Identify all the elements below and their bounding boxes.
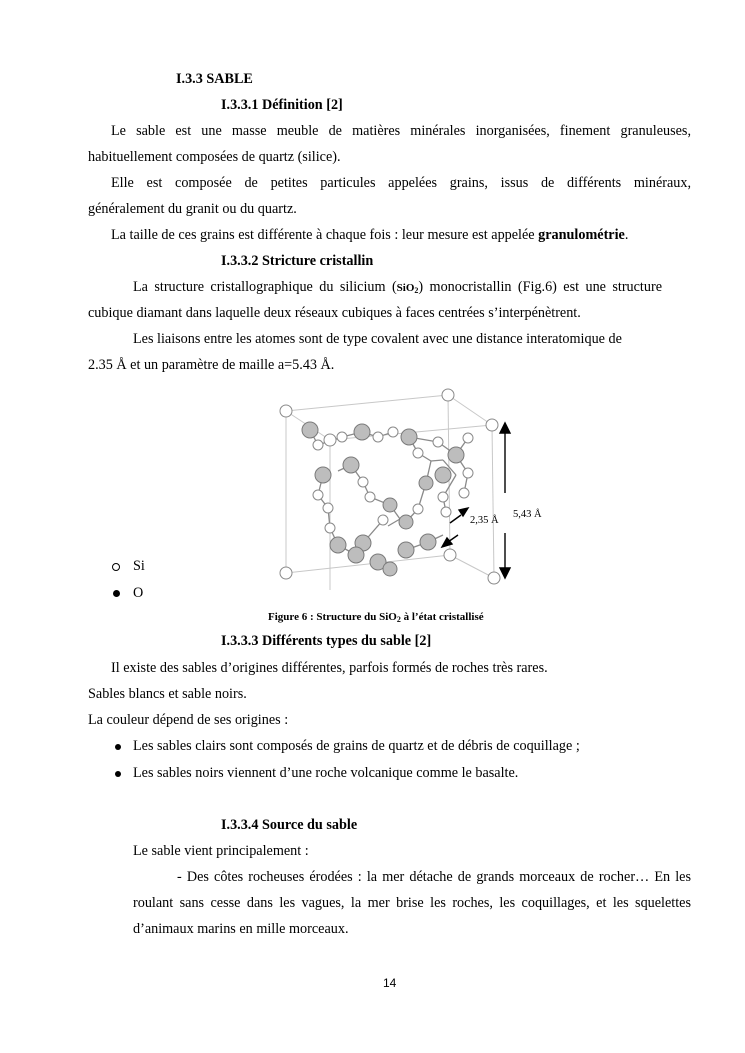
term-granulometrie: granulométrie	[538, 227, 625, 243]
legend-si-marker	[112, 563, 120, 571]
subsection-title-definition: I.3.3.1 Définition [2]	[221, 97, 343, 113]
list-item-light-sand: Les sables clairs sont composés de grains de quartz et de débris de coquillage ;	[133, 738, 580, 754]
subsection-title-source: I.3.3.4 Source du sable	[221, 817, 358, 833]
subsection-title-types: I.3.3.3 Différents types du sable [2]	[221, 633, 432, 649]
paragraph-line: La structure cristallographique du silicium (SiO$_2$) monocristallin (Fig.6) est une structure	[133, 279, 662, 295]
paragraph-line: généralement du granit ou du quartz.	[88, 201, 297, 217]
figure-caption: Figure 6 : Structure du SiO$_2$ à l’état cristallisé	[268, 611, 484, 624]
paragraph-granulometrie: La taille de ces grains est différente à chaque fois : leur mesure est appelée granulométrie.	[111, 227, 629, 243]
paragraph-line: cubique diamant dans laquelle deux réseaux cubiques à faces centrées s’interpénètrent.	[88, 305, 581, 321]
lattice-parameter-arrow	[500, 423, 510, 578]
paragraph-line: Les liaisons entre les atomes sont de type covalent avec une distance interatomique de	[133, 331, 622, 347]
o-atoms	[280, 389, 500, 584]
legend-si-label: Si	[133, 558, 145, 574]
paragraph-line: roulant sans cesse dans les vagues, la mer brise les roches, les coquillages, et les squelettes	[133, 895, 691, 911]
label-bond-length: 2,35 Å	[470, 515, 499, 526]
paragraph-line: Le sable vient principalement :	[133, 843, 309, 859]
paragraph-line: Il existe des sables d’origines différentes, parfois formés de roches très rares.	[111, 660, 548, 676]
paragraph-line: d’animaux marins en mille morceaux.	[133, 921, 349, 937]
paragraph-line: 2.35 Å et un paramètre de maille a=5.43 Å.	[88, 357, 335, 373]
section-heading: I.3.3 SABLE	[176, 71, 253, 87]
bullet-marker	[115, 744, 121, 750]
paragraph-line: Le sable est une masse meuble de matières minérales inorganisées, finement granuleuses,	[111, 123, 691, 139]
paragraph-line: Elle est composée de petites particules appelées grains, issus de différents minéraux,	[111, 175, 691, 191]
paragraph-line: Sables blancs et sable noirs.	[88, 686, 247, 702]
paragraph-line: habituellement composées de quartz (silice).	[88, 149, 341, 165]
formula-sio2: SiO$_2$	[396, 282, 419, 295]
list-item-dark-sand: Les sables noirs viennent d’une roche volcanique comme le basalte.	[133, 765, 519, 781]
legend-o-marker	[113, 590, 120, 597]
subsection-title-crystal: I.3.3.2 Stricture cristallin	[221, 253, 374, 269]
paragraph-line: - Des côtes rocheuses érodées : la mer détache de grands morceaux de rocher… En les	[177, 869, 691, 885]
legend-o-label: O	[133, 585, 144, 601]
bullet-marker	[115, 771, 121, 777]
label-lattice-parameter: 5,43 Å	[513, 509, 542, 520]
paragraph-line: La couleur dépend de ses origines :	[88, 712, 289, 728]
page-number: 14	[383, 976, 397, 990]
sio2-crystal-structure-figure	[278, 385, 528, 590]
